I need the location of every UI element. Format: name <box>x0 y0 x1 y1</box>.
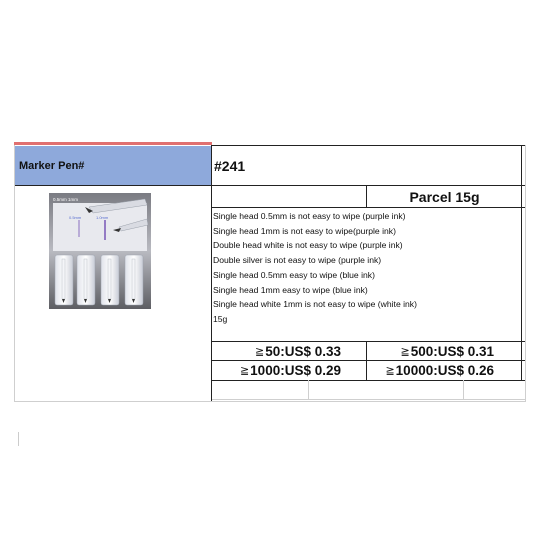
parcel-text: Parcel 15g <box>409 188 480 205</box>
pen-package-1 <box>55 255 73 305</box>
photo-label-top: 0.5mm 1mm <box>53 197 79 202</box>
gridline-fragment <box>18 432 19 446</box>
price-tier-50 <box>214 342 341 361</box>
description-line: 15g <box>213 313 228 324</box>
price-text: 500:US$ 0.31 <box>410 344 494 359</box>
pen-package-3 <box>101 255 119 305</box>
parcel-cell <box>367 186 522 207</box>
photo-label-10: 1.0mm <box>96 215 109 220</box>
pen-package-4 <box>125 255 143 305</box>
price-symbol: ≧ <box>254 346 265 358</box>
price-tier-1000 <box>214 361 341 380</box>
price-text: 10000:US$ 0.26 <box>395 363 494 378</box>
price-symbol: ≧ <box>239 365 250 377</box>
description-line: Single head 1mm is not easy to wipe(purple ink) <box>213 225 396 236</box>
price-text: 50:US$ 0.33 <box>265 344 341 359</box>
price-symbol: ≧ <box>385 365 395 377</box>
description-line: Single head white 1mm is not easy to wipe (white ink) <box>213 299 417 310</box>
description-line: Double silver is not easy to wipe (purple ink) <box>213 255 382 266</box>
price-symbol: ≧ <box>400 346 410 358</box>
description-line: Double head white is not easy to wipe (purple ink) <box>213 240 403 251</box>
description-line: Single head 0.5mm is not easy to wipe (purple ink) <box>213 211 406 221</box>
header-top-rule <box>14 142 212 145</box>
product-label-cell <box>15 146 211 185</box>
price-tier-10000 <box>370 361 494 380</box>
price-tier-500 <box>370 342 494 361</box>
marker-pen-illustration <box>49 193 151 309</box>
product-photo <box>49 193 151 309</box>
product-description <box>213 208 521 327</box>
description-line: Single head 1mm easy to wipe (blue ink) <box>213 284 368 295</box>
product-code-cell <box>212 146 522 185</box>
description-line: Single head 0.5mm easy to wipe (blue ink) <box>213 269 375 280</box>
product-code: #241 <box>214 157 246 174</box>
photo-label-05: 0.5mm <box>69 215 82 220</box>
product-label: Marker Pen# <box>19 159 85 172</box>
pen-package-2 <box>77 255 95 305</box>
price-text: 1000:US$ 0.29 <box>250 363 341 378</box>
